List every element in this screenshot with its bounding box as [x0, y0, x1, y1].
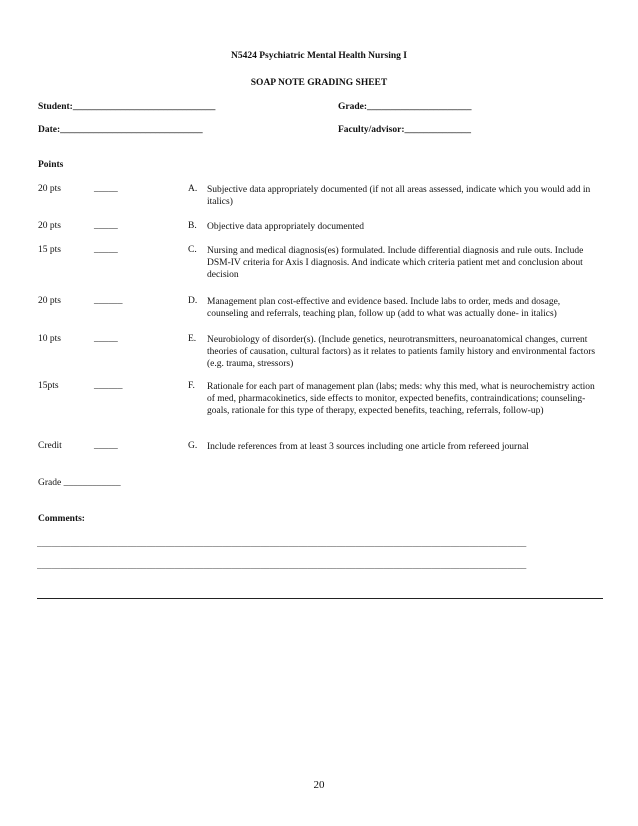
row-e-criterion: Neurobiology of disorder(s). (Include genetics, neurotransmitters, neuroanatomical changes, current theories of causation, cultural factors) as it relates to patients family history and environmental factors (e.g. trauma, stressors) — [207, 335, 596, 369]
row-a-score-blank: _____ — [94, 184, 118, 194]
row-f-score-blank: ______ — [94, 381, 123, 391]
points-heading: Points — [38, 160, 64, 170]
row-a-points: 20 pts — [38, 184, 61, 194]
date-field: Date:______________________________ — [38, 125, 203, 135]
row-e-points: 10 pts — [38, 334, 61, 344]
row-b-points: 20 pts — [38, 221, 61, 231]
row-c-score-blank: _____ — [94, 245, 118, 255]
student-field: Student:______________________________ — [38, 102, 216, 112]
grade-field: Grade:______________________ — [338, 102, 472, 112]
grade-line: Grade ____________ — [38, 478, 121, 488]
sheet-title: SOAP NOTE GRADING SHEET — [250, 78, 388, 88]
row-f-points: 15pts — [38, 381, 59, 391]
row-b-score-blank: _____ — [94, 221, 118, 231]
row-f-criterion: Rationale for each part of management plan (labs; meds: why this med, what is neurochemistry action of med, pharmacokinetics, side effects to monitor, expected benefits, contraindications; counseling-goals, rationale for this type of therapy, expected benefits, teaching, referrals, follow-up) — [207, 382, 595, 416]
row-g-criterion: Include references from at least 3 sources including one article from refereed journal — [207, 442, 529, 452]
row-a-letter: A. — [188, 184, 198, 194]
course-title: N5424 Psychiatric Mental Health Nursing I — [230, 51, 407, 61]
row-g-score-blank: _____ — [94, 441, 118, 451]
row-e-score-blank: _____ — [94, 334, 118, 344]
row-f-letter: F. — [188, 381, 195, 391]
divider-rule — [37, 598, 603, 599]
row-e-letter: E. — [188, 334, 197, 344]
row-d-points: 20 pts — [38, 296, 61, 306]
comment-line-1: _______________________________________________________________________________________________________ — [37, 539, 527, 549]
faculty-field: Faculty/advisor:______________ — [338, 125, 471, 135]
row-b-criterion: Objective data appropriately documented — [207, 222, 364, 232]
row-c-points: 15 pts — [38, 245, 61, 255]
page-number: 20 — [313, 779, 325, 791]
row-c-letter: C. — [188, 245, 197, 255]
comment-line-2: _______________________________________________________________________________________________________ — [37, 561, 527, 571]
row-d-letter: D. — [188, 296, 198, 306]
row-c-criterion: Nursing and medical diagnosis(es) formulated. Include differential diagnosis and rule outs. Include DSM-IV criteria for Axis I diagnosis. And indicate which criteria patient met and conclusion about decision — [207, 246, 584, 280]
comments-label: Comments: — [38, 514, 85, 524]
row-a-criterion: Subjective data appropriately documented (if not all areas assessed, indicate which you would add in italics) — [207, 185, 591, 207]
row-g-letter: G. — [188, 441, 198, 451]
row-g-points: Credit — [38, 441, 62, 451]
row-b-letter: B. — [188, 221, 197, 231]
row-d-score-blank: ______ — [94, 296, 123, 306]
row-d-criterion: Management plan cost-effective and evidence based. Include labs to order, meds and dosage, counseling and referrals, teaching plan, follow up (add to what was actually done- in italics) — [207, 297, 561, 319]
